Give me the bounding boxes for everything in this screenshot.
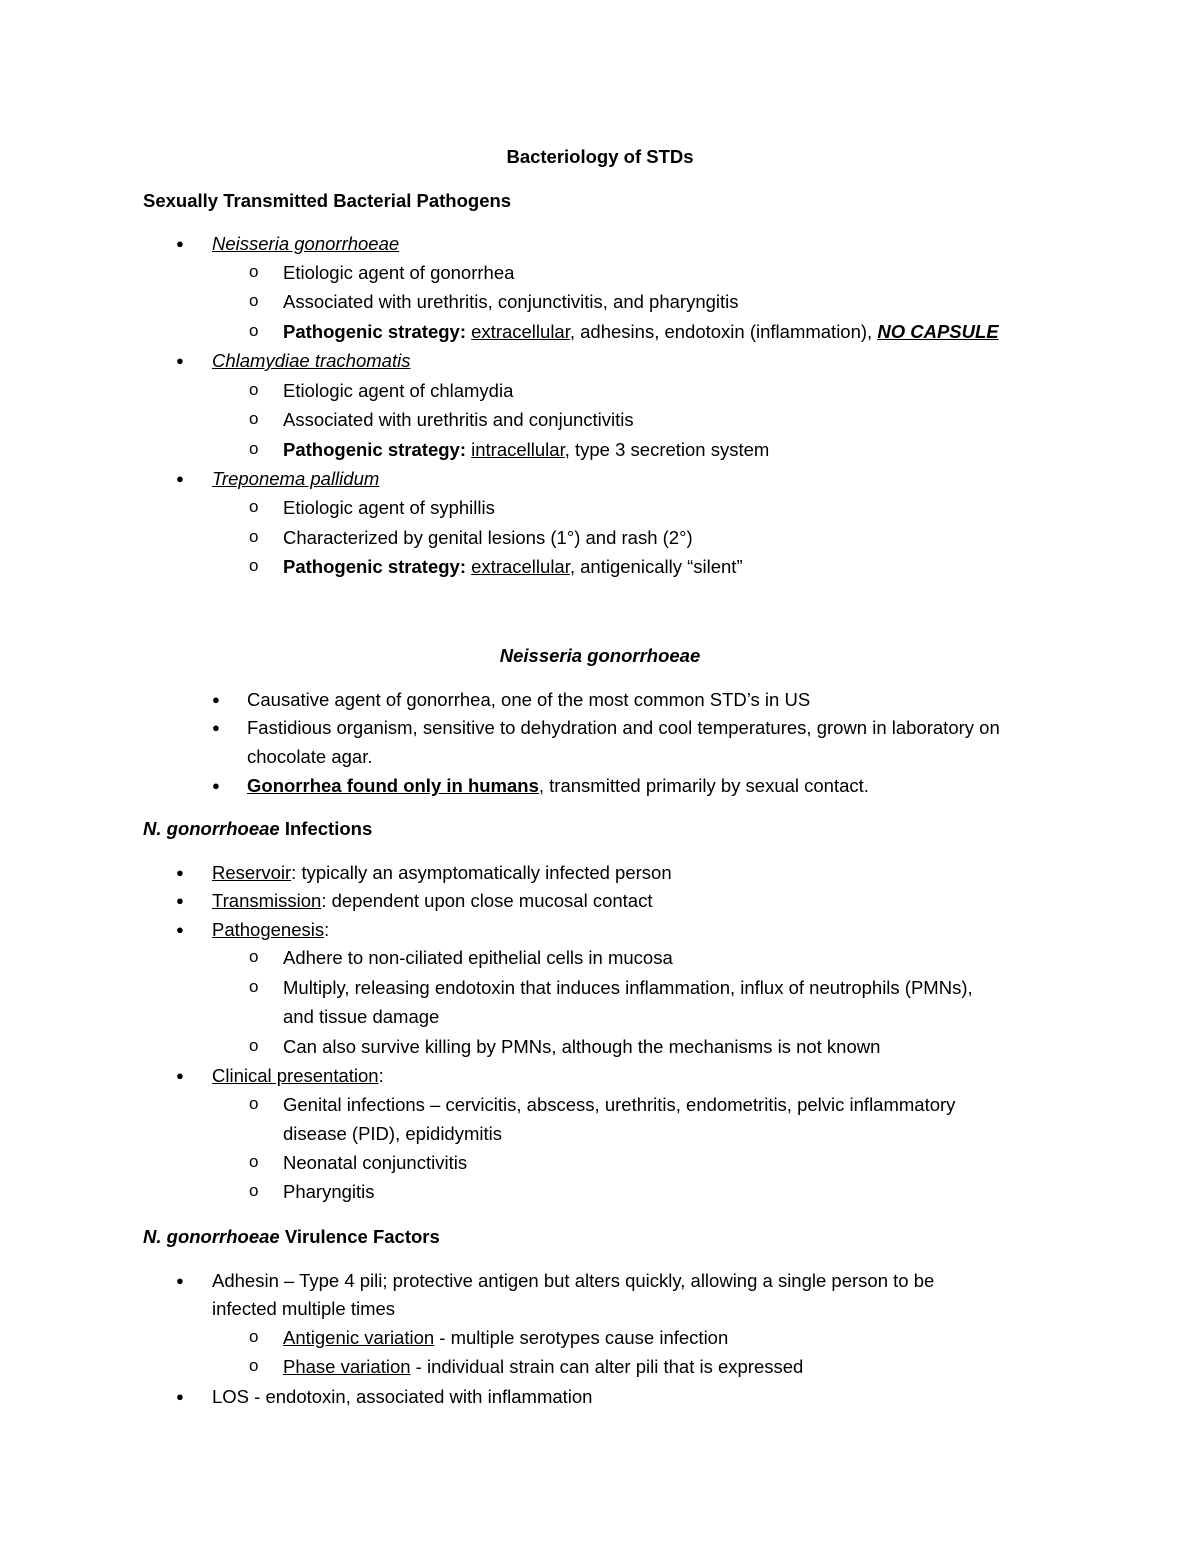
bullet-icon: ● [212,720,220,735]
circle-bullet-icon: o [249,321,259,340]
circle-bullet-icon: o [249,380,259,399]
bullet-icon: ● [176,922,184,937]
document-title: Bacteriology of STDs [506,146,694,167]
circle-bullet-icon: o [249,556,259,575]
circle-bullet-icon: o [249,497,259,516]
bullet-icon: ● [176,236,184,251]
bullet-icon: ● [176,471,184,486]
emphasis-text: NO CAPSULE [877,321,999,342]
section-heading-pathogens: Sexually Transmitted Bacterial Pathogens [143,190,512,211]
circle-bullet-icon: o [249,1152,259,1171]
circle-bullet-icon: o [249,1094,259,1113]
organism-name: Neisseria gonorrhoeae [212,233,400,254]
bullet-icon: ● [212,692,220,707]
bullet-icon: ● [176,1389,184,1404]
organism-name: Treponema pallidum [212,468,380,489]
circle-bullet-icon: o [249,262,259,281]
section-heading-virulence: N. gonorrhoeae Virulence Factors [143,1226,440,1247]
bullet-icon: ● [176,893,184,908]
circle-bullet-icon: o [249,409,259,428]
circle-bullet-icon: o [249,947,259,966]
bullet-icon: ● [176,353,184,368]
circle-bullet-icon: o [249,977,259,996]
organism-name: Chlamydiae trachomatis [212,350,411,371]
bullet-icon: ● [176,865,184,880]
section-title-neisseria: Neisseria gonorrhoeae [499,645,701,666]
bullet-icon: ● [212,778,220,793]
circle-bullet-icon: o [249,527,259,546]
circle-bullet-icon: o [249,439,259,458]
bullet-icon: ● [176,1068,184,1083]
circle-bullet-icon: o [249,1356,259,1375]
section-heading-infections: N. gonorrhoeae Infections [143,818,373,839]
circle-bullet-icon: o [249,1036,259,1055]
circle-bullet-icon: o [249,1181,259,1200]
circle-bullet-icon: o [249,291,259,310]
document-page: Bacteriology of STDs Sexually Transmitted Bacterial Pathogens ● Neisseria gonorrhoeae o Etiologic agent of gonorrhea o Associated with urethritis, conjunctivitis, and pharyngitis o Pathogenic strategy: extracellular, adhesins, endotoxin (inflammation), NO CAPSULE ● Chlamydiae trachomatis o Etiologic agent of chlamydia o Associated with urethritis and conjunctivitis o Pathogenic strategy: intracellular, type 3 secretion system ● Treponema pallidum o Etiologic agent of syphillis o Characterized by genital lesions (1°) and rash (2°) o Pathogenic strategy: extracellular, antigenically “silent” Neisseria gonorrhoeae ● Causative agent of gonorrhea, one of the most common STD’s in US ● Fastidious organism, sensitive to dehydration and cool temperatures, grown in laboratory on chocolate agar. ● Gonorrhea found only in humans, transmitted primarily by sexual contact. N. gonorrhoeae Infections ● Reservoir: typically an asymptomatically infected person ● Transmission: dependent upon close mucosal contact ● Pathogenesis: o Adhere to non-ciliated epithelial cells in mucosa o Multiply, releasing endotoxin that induces inflammation, influx of neutrophils (PMNs), and tissue damage o Can also survive killing by PMNs, although the mechanisms is not known ● Clinical presentation: o Genital infections – cervicitis, abscess, urethritis, endometritis, pelvic inflammatory disease (PID), epididymitis o Neonatal conjunctivitis o Pharyngitis N. gonorrhoeae Virulence Factors ● Adhesin – Type 4 pili; protective antigen but alters quickly, allowing a single person to be infected multiple times o Antigenic variation - multiple serotypes cause infection o Phase variation - individual strain can alter pili that is expressed ● LOS - endotoxin, associated with inflammation [0,0,1200,1553]
bullet-icon: ● [176,1273,184,1288]
circle-bullet-icon: o [249,1327,259,1346]
